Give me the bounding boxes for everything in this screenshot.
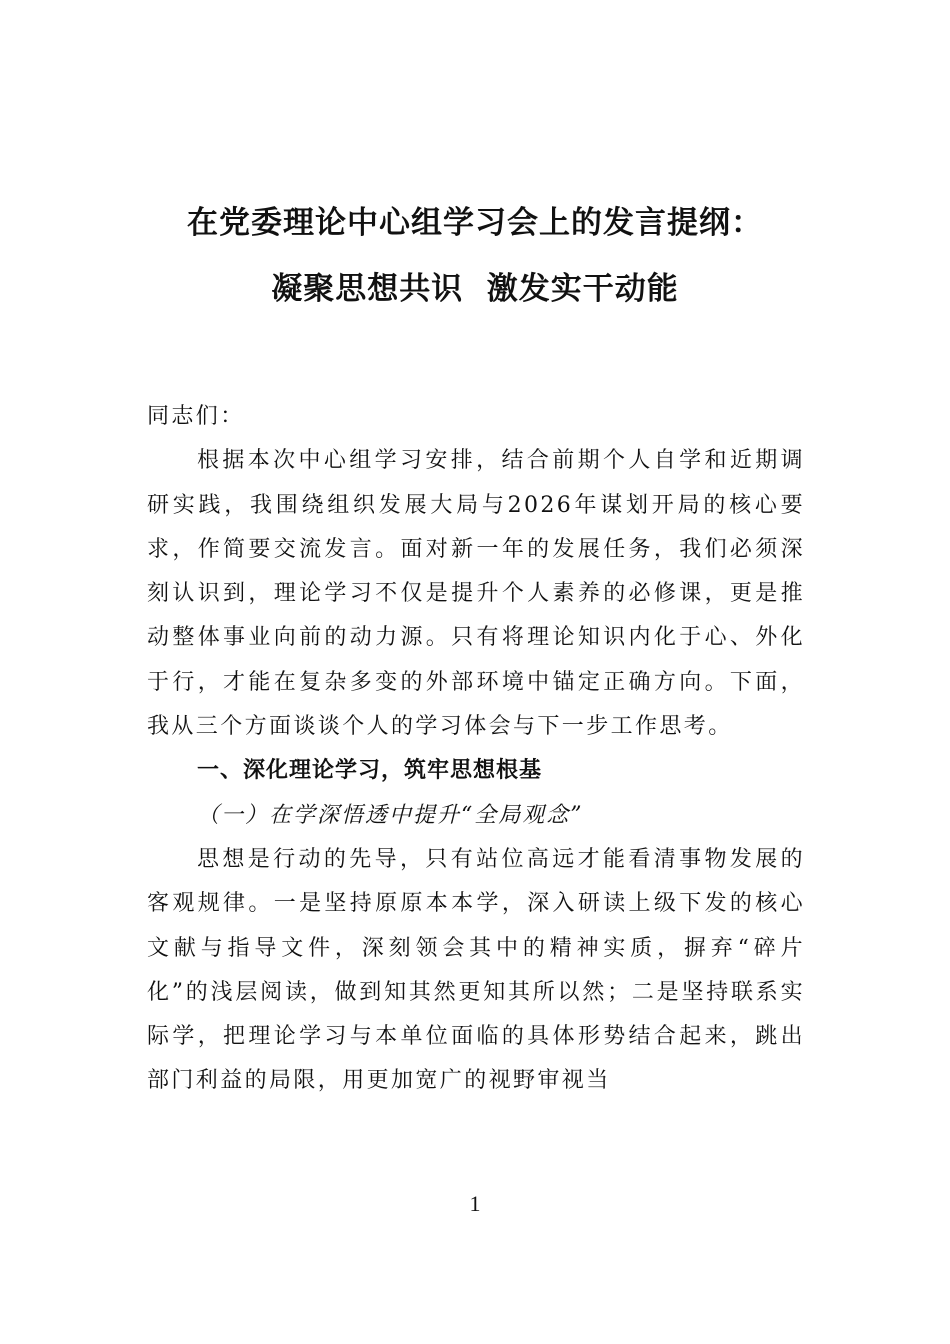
document-body bbox=[147, 395, 805, 1104]
salutation: 同志们： bbox=[147, 404, 245, 429]
subsection-heading-1: （一）在学深悟透中提升“全局观念” bbox=[197, 802, 584, 828]
subsection-paragraph-1: 思想是行动的先导，只有站位高远才能看清事物发展的客观规律。一是坚持原原本本学，深入研读上级下发的核心文献与指导文件，深刻领会其中的精神实质，摒弃“碎片化”的浅层阅读，做到知其然更知其所以然；二是坚持联系实际学，把理论学习与本单位面临的具体形势结合起来，跳出部门利益的局限，用更加宽广的视野审视当 bbox=[147, 846, 805, 1094]
title-line-1: 在党委理论中心组学习会上的发言提纲： bbox=[187, 205, 763, 241]
page-number: 1 bbox=[469, 1191, 481, 1216]
document-title bbox=[0, 190, 950, 322]
section-heading-1: 一、深化理论学习，筑牢思想根基 bbox=[197, 758, 543, 784]
title-line-2: 凝聚思想共识 激发实干动能 bbox=[271, 271, 679, 307]
intro-paragraph: 根据本次中心组学习安排，结合前期个人自学和近期调研实践，我围绕组织发展大局与2026年谋划开局的核心要求，作简要交流发言。面对新一年的发展任务，我们必须深刻认识到，理论学习不仅是提升个人素养的必修课，更是推动整体事业向前的动力源。只有将理论知识内化于心、外化于行，才能在复杂多变的外部环境中锚定正确方向。下面，我从三个方面谈谈个人的学习体会与下一步工作思考。 bbox=[147, 448, 805, 740]
